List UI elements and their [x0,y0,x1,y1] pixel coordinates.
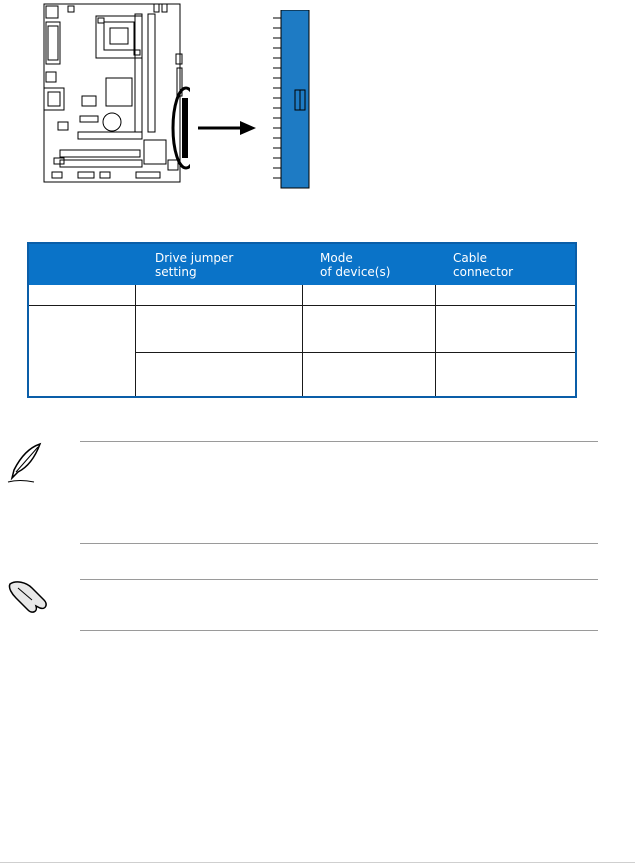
caution-top-rule [80,579,598,580]
table-header-row [29,244,575,285]
header-drive-jumper-setting: Drive jumper setting [155,251,234,279]
note-top-rule [80,441,598,442]
header-mode-of-devices: Mode of device(s) [320,251,391,279]
motherboard-layout-diagram [40,0,190,185]
table-row-divider [135,352,575,353]
table-column-divider [435,285,436,396]
hand-icon [6,578,56,616]
table-column-divider [135,285,136,396]
drive-jumper-table [27,242,577,398]
table-column-divider [302,285,303,396]
feather-pen-icon [2,440,46,484]
header-cable-connector: Cable connector [453,251,514,279]
note-bottom-rule [80,543,598,544]
ide-connector-diagram [271,10,311,190]
caution-bottom-rule [80,630,598,631]
pointer-arrow [198,118,258,138]
